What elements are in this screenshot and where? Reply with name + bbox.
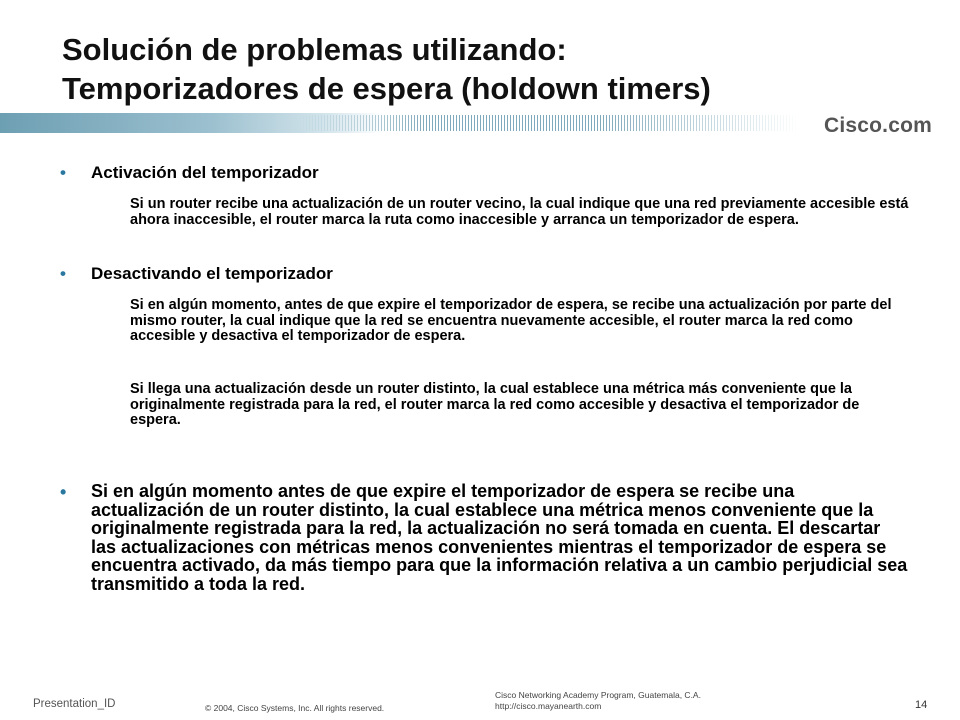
presentation-id: Presentation_ID <box>33 698 116 710</box>
bullet-activacion <box>60 163 920 183</box>
academy-line-1: Cisco Networking Academy Program, Guatemala, C.A. <box>495 690 701 700</box>
sub-paragraph: Si un router recibe una actualización de un router vecino, la cual indique que una red previamente accesible está ahora inaccesible, el router marca la ruta como inaccesible y arranca un temporizador de espera. <box>130 196 909 228</box>
slide-title-line-1: Solución de problemas utilizando: <box>62 32 567 67</box>
bullet-icon: • <box>60 163 66 182</box>
cisco-logo: Cisco.com <box>824 114 932 137</box>
bullet-main <box>60 482 910 593</box>
header-stripes <box>300 115 800 131</box>
bullet-heading: Desactivando el temporizador <box>91 264 333 283</box>
academy-url: http://cisco.mayanearth.com <box>495 700 602 711</box>
academy-info <box>495 690 701 711</box>
sub-paragraph: Si llega una actualización desde un router distinto, la cual establece una métrica más conveniente que la originalmente registrada para la red, el router marca la red como accesible y desactiva el temporizador de espera. <box>130 381 860 428</box>
slide-title-line-2: Temporizadores de espera (holdown timers) <box>62 71 711 106</box>
page-number: 14 <box>915 699 928 711</box>
bullet-icon: • <box>60 264 66 283</box>
bullet-desactivando <box>60 264 920 284</box>
bullet-heading: Activación del temporizador <box>91 163 319 182</box>
slide-title <box>62 30 942 108</box>
bullet-icon: • <box>60 482 67 502</box>
bullet-main-text: Si en algún momento antes de que expire el temporizador de espera se recibe una actualización de un router distinto, la cual establece una métrica menos conveniente que la originalmente registrada para la red, la actualización no será tomada en cuenta. El descartar las actualizaciones con métricas menos convenientes mientras el temporizador de espera se encuentra activado, da más tiempo para que la información relativa a un cambio perjudicial sea transmitido a toda la red. <box>91 481 908 594</box>
copyright: © 2004, Cisco Systems, Inc. All rights reserved. <box>205 703 385 713</box>
sub-paragraph: Si en algún momento, antes de que expire el temporizador de espera, se recibe una actualización por parte del mismo router, la cual indique que la red se encuentra nuevamente accesible, el router marca la red como accesible y desactiva el temporizador de espera. <box>130 297 892 344</box>
